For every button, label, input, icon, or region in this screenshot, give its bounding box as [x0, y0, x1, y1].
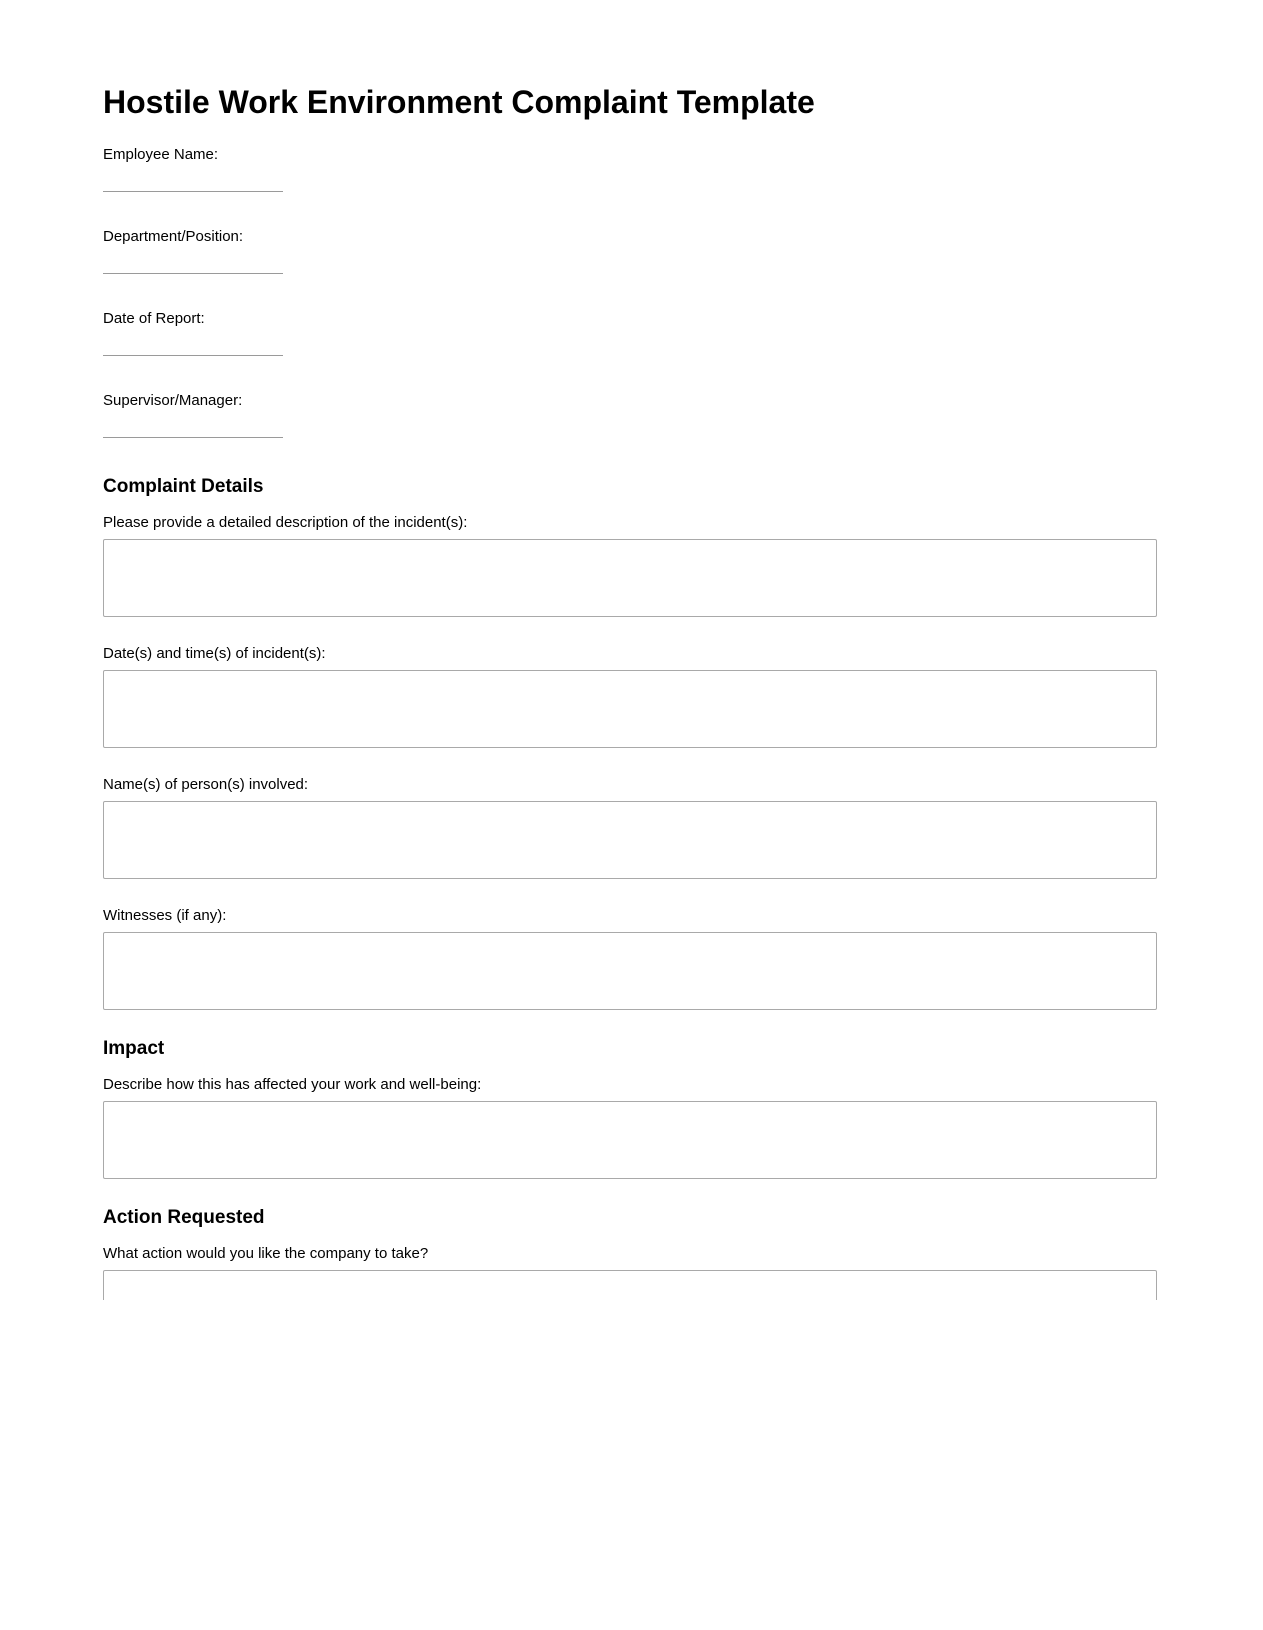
employee-name-input[interactable] [103, 167, 283, 192]
field-supervisor-manager [103, 392, 1157, 438]
incident-description-textarea[interactable] [103, 539, 1157, 617]
impact-heading: Impact [103, 1038, 165, 1059]
persons-involved-textarea[interactable] [103, 801, 1157, 879]
section-action-requested [103, 1207, 1157, 1300]
witnesses-label: Witnesses (if any): [103, 907, 227, 924]
department-position-input[interactable] [103, 249, 283, 274]
department-position-label: Department/Position: [103, 228, 244, 245]
question-witnesses [103, 907, 1157, 1010]
action-requested-label: What action would you like the company to take? [103, 1245, 429, 1262]
incident-description-label: Please provide a detailed description of the incident(s): [103, 514, 468, 531]
incident-dates-textarea[interactable] [103, 670, 1157, 748]
impact-label: Describe how this has affected your work and well-being: [103, 1076, 482, 1093]
clipped-textarea-region [103, 1270, 1157, 1300]
action-requested-textarea[interactable] [103, 1270, 1157, 1300]
question-action-requested [103, 1245, 1157, 1300]
impact-textarea[interactable] [103, 1101, 1157, 1179]
complaint-details-heading: Complaint Details [103, 476, 264, 497]
incident-dates-label: Date(s) and time(s) of incident(s): [103, 645, 326, 662]
witnesses-textarea[interactable] [103, 932, 1157, 1010]
supervisor-manager-label: Supervisor/Manager: [103, 392, 243, 409]
complaint-form-page [103, 0, 1157, 1300]
question-impact [103, 1076, 1157, 1179]
section-impact [103, 1038, 1157, 1179]
page-title: Hostile Work Environment Complaint Template [103, 84, 815, 120]
date-of-report-input[interactable] [103, 331, 283, 356]
field-date-of-report [103, 310, 1157, 356]
question-incident-description [103, 514, 1157, 617]
section-complaint-details [103, 476, 1157, 1010]
header-fields [103, 146, 1157, 438]
supervisor-manager-input[interactable] [103, 413, 283, 438]
question-incident-dates [103, 645, 1157, 748]
question-persons-involved [103, 776, 1157, 879]
field-employee-name [103, 146, 1157, 192]
action-requested-heading: Action Requested [103, 1207, 265, 1228]
employee-name-label: Employee Name: [103, 146, 219, 163]
persons-involved-label: Name(s) of person(s) involved: [103, 776, 309, 793]
date-of-report-label: Date of Report: [103, 310, 205, 327]
field-department-position [103, 228, 1157, 274]
